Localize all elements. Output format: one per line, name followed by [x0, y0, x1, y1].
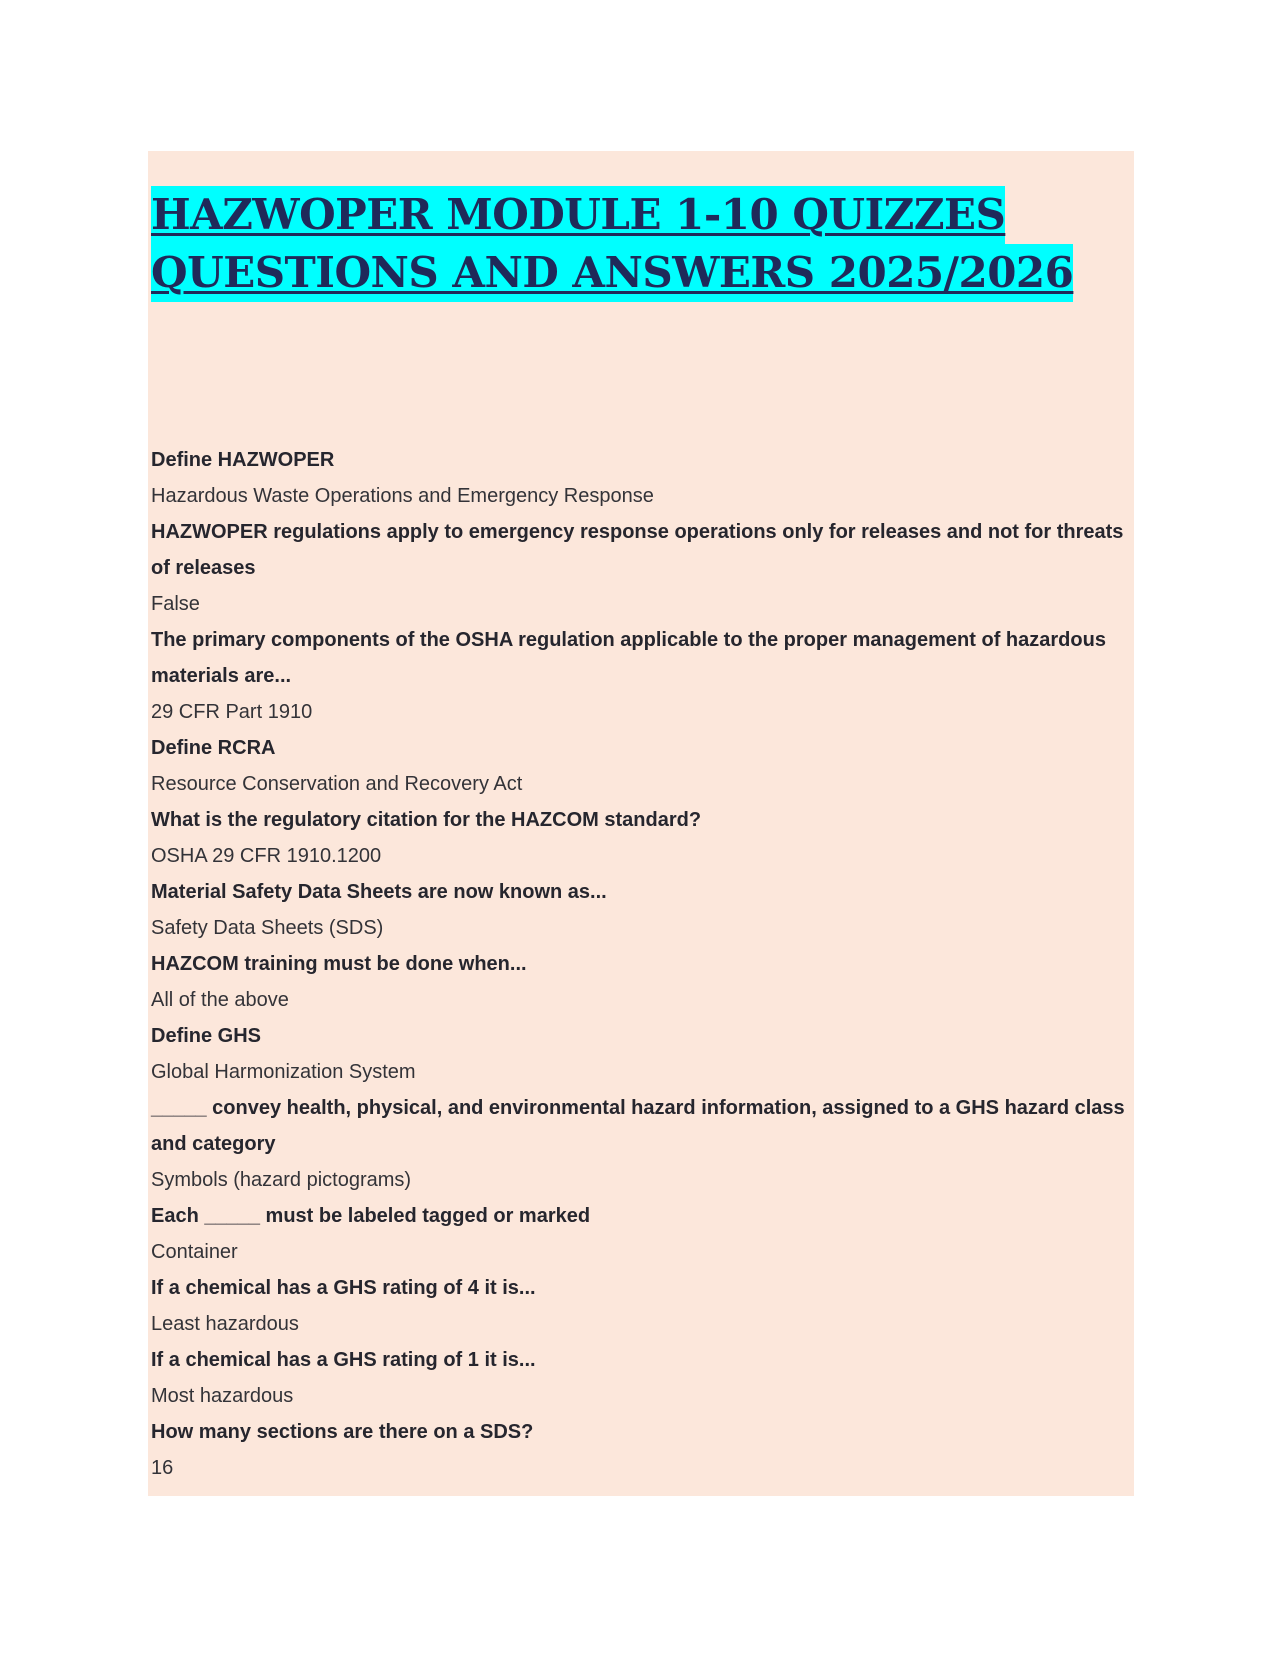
document-title: [151, 186, 1073, 302]
qa-item: [151, 1198, 1126, 1270]
answer: Symbols (hazard pictograms): [151, 1169, 412, 1191]
question: What is the regulatory citation for the HAZCOM standard?: [151, 809, 702, 831]
qa-item: [151, 622, 1126, 730]
qa-item: [151, 1018, 1126, 1090]
question: _____ convey health, physical, and environmental hazard information, assigned to a GHS hazard class and category: [151, 1097, 1125, 1155]
title-line-1: HAZWOPER MODULE 1-10 QUIZZES: [151, 186, 1005, 244]
answer: OSHA 29 CFR 1910.1200: [151, 845, 382, 867]
qa-item: [151, 802, 1126, 874]
qa-list: [151, 442, 1126, 1486]
answer: Hazardous Waste Operations and Emergency Response: [151, 485, 654, 507]
title-line-2: QUESTIONS AND ANSWERS 2025/2026: [151, 244, 1073, 302]
answer: Global Harmonization System: [151, 1061, 416, 1083]
answer: 16: [151, 1457, 174, 1479]
qa-item: [151, 1342, 1126, 1414]
answer: 29 CFR Part 1910: [151, 701, 313, 723]
question: Material Safety Data Sheets are now known as...: [151, 881, 607, 903]
answer: False: [151, 593, 200, 615]
question: If a chemical has a GHS rating of 1 it is...: [151, 1349, 536, 1371]
question: Each _____ must be labeled tagged or marked: [151, 1205, 591, 1227]
answer: Safety Data Sheets (SDS): [151, 917, 384, 939]
qa-item: [151, 730, 1126, 802]
qa-item: [151, 1090, 1126, 1198]
qa-item: [151, 1414, 1126, 1486]
question: HAZWOPER regulations apply to emergency response operations only for releases and not for threats of releases: [151, 521, 1124, 579]
question: How many sections are there on a SDS?: [151, 1421, 534, 1443]
question: Define GHS: [151, 1025, 262, 1047]
qa-item: [151, 1270, 1126, 1342]
qa-item: [151, 874, 1126, 946]
answer: All of the above: [151, 989, 289, 1011]
answer: Least hazardous: [151, 1313, 299, 1335]
question: The primary components of the OSHA regulation applicable to the proper management of hazardous materials are...: [151, 629, 1106, 687]
answer: Most hazardous: [151, 1385, 294, 1407]
question: Define HAZWOPER: [151, 449, 335, 471]
question: HAZCOM training must be done when...: [151, 953, 527, 975]
question: If a chemical has a GHS rating of 4 it is...: [151, 1277, 536, 1299]
qa-item: [151, 514, 1126, 622]
answer: Resource Conservation and Recovery Act: [151, 773, 523, 795]
qa-item: [151, 442, 1126, 514]
answer: Container: [151, 1241, 238, 1263]
qa-item: [151, 946, 1126, 1018]
question: Define RCRA: [151, 737, 276, 759]
